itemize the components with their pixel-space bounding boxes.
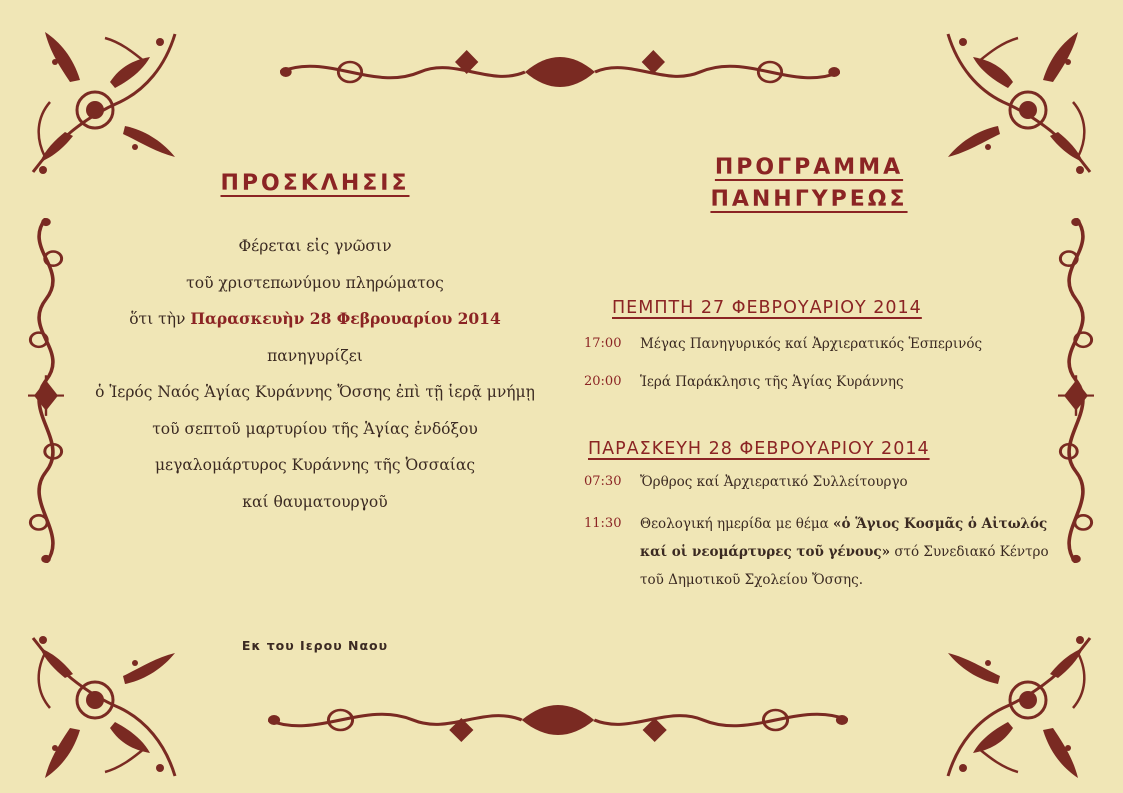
event-text-part: Θεολογική ημερίδα με θέμα (640, 516, 829, 532)
scroll-ornament-icon (280, 42, 840, 102)
event-row (584, 468, 1054, 496)
invitation-line: τοῦ χριστεπωνύμου πληρώματος (186, 273, 444, 292)
event-row (584, 368, 1054, 396)
invitation-line: ὁ Ἱερός Ναός Ἁγίας Κυράννης Ὄσσης ἐπὶ τῇ ἱερᾷ μνήμῃ (95, 383, 535, 401)
program-section (584, 152, 1054, 588)
invitation-title: ΠΡΟΣΚΛΗΣΙΣ (220, 171, 410, 196)
event-text: Μέγας Πανηγυρικός καί Ἀρχιερατικός Ἑσπερινός (640, 336, 983, 352)
event-row (584, 330, 1054, 358)
event-text: Ὄρθρος καί Ἀρχιερατικό Συλλείτουργο (640, 474, 908, 490)
invitation-line: τοῦ σεπτοῦ μαρτυρίου τῆς Ἁγίας ἐνδόξου (152, 419, 478, 438)
corner-ornament-icon (938, 628, 1098, 788)
invitation-line (80, 301, 550, 374)
invitation-line: μεγαλομάρτυρος Κυράννης τῆς Ὀσσαίας (154, 456, 476, 474)
day2-heading: ΠΑΡΑΣΚΕΥΗ 28 ΦΕΒΡΟΥΑΡΙΟΥ 2014 (588, 439, 930, 459)
event-text (640, 510, 1054, 594)
invitation-line: καί θαυματουργοῦ (242, 492, 388, 511)
day1-heading: ΠΕΜΠΤΗ 27 ΦΕΒΡΟΥΑΡΙΟΥ 2014 (612, 298, 922, 318)
scroll-ornament-icon (268, 690, 848, 750)
feast-date: Παρασκευὴν 28 Φεβρουαρίου 2014 (190, 309, 501, 328)
event-row (584, 510, 1054, 594)
event-time: 07:30 (584, 474, 622, 489)
invitation-line: Φέρεται εἰς γνῶσιν (238, 237, 392, 255)
program-title-line: ΠΡΟΓΡΑΜΜΑ (714, 155, 904, 180)
invitation-section (80, 168, 550, 520)
invitation-line-text: ὅτι τὴν (129, 310, 186, 328)
event-time: 17:00 (584, 336, 622, 351)
vertical-vine-ornament-icon (22, 218, 70, 563)
signature: Εκ του Ιερου Ναου (241, 638, 389, 653)
event-theme: «ὁ Ἅγιος Κοσμᾶς ὁ Αἰτωλός καί οἱ νεομάρτυρες τοῦ γένους» (640, 516, 1048, 560)
vertical-vine-ornament-icon (1052, 218, 1100, 563)
invitation-text (80, 228, 550, 520)
program-title-line: ΠΑΝΗΓΥΡΕΩΣ (710, 187, 908, 212)
event-text: Ἱερά Παράκλησις τῆς Ἁγίας Κυράννης (640, 374, 904, 390)
corner-ornament-icon (25, 22, 185, 182)
program-title (674, 152, 944, 216)
invitation-line-text: πανηγυρίζει (267, 346, 363, 365)
event-time: 20:00 (584, 374, 622, 389)
event-text-part: στό Συνεδιακό Κέντρο τοῦ Δημοτικοῦ Σχολείου Ὄσσης. (640, 544, 1049, 588)
event-time: 11:30 (584, 516, 622, 531)
